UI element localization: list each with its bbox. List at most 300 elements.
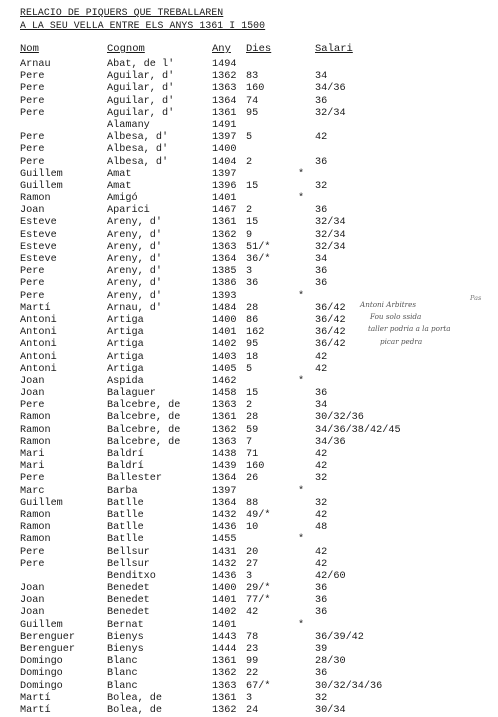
row-cognom: Aguilar, d'	[107, 95, 175, 107]
table-row	[0, 303, 498, 315]
row-cognom: Batlle	[107, 522, 144, 534]
row-cognom: Bienys	[107, 644, 144, 655]
row-any: 1462	[212, 375, 237, 387]
row-any: 1363	[212, 83, 237, 95]
table-row	[0, 607, 498, 619]
table-row	[0, 352, 498, 364]
row-dies: 2	[246, 400, 253, 412]
row-any: 1393	[212, 290, 237, 302]
row-salari: 36	[315, 278, 328, 290]
table-row	[0, 169, 498, 181]
table-row	[0, 364, 498, 376]
row-any: 1364	[212, 473, 237, 485]
row-nom: Berenguer	[20, 631, 76, 643]
row-any: 1396	[212, 180, 237, 192]
row-nom: Esteve	[20, 254, 57, 265]
row-salari: 36/42	[315, 314, 346, 326]
row-cognom: Benedet	[107, 595, 150, 607]
row-salari: 30/32/34/36	[315, 680, 383, 692]
row-nom: Pere	[20, 71, 45, 83]
row-salari: 34	[315, 71, 328, 83]
table-row	[0, 400, 498, 412]
row-any: 1361	[212, 412, 237, 424]
row-cognom: Amat	[107, 168, 132, 180]
row-nom: Pere	[20, 558, 45, 570]
table-row	[0, 181, 498, 193]
row-nom: Guillem	[20, 497, 63, 509]
table-row	[0, 486, 498, 498]
row-dies: 20	[246, 546, 259, 558]
row-dies: 3	[246, 692, 253, 704]
row-nom: Ramon	[20, 522, 51, 534]
row-dies: 15	[246, 217, 259, 229]
row-any: 1401	[212, 595, 237, 607]
row-cognom: Baldrí	[107, 449, 144, 460]
row-nom: Antoni	[20, 339, 57, 351]
row-any: 1400	[212, 583, 237, 595]
table-row	[0, 449, 498, 461]
table-row	[0, 132, 498, 144]
row-salari: 32/34	[315, 107, 346, 119]
row-dies: 162	[246, 327, 265, 339]
table-row	[0, 144, 498, 156]
row-any: 1467	[212, 205, 237, 217]
row-nom: Arnau	[20, 59, 51, 70]
row-nom: Joan	[20, 583, 45, 595]
row-salari: 30/32/36	[315, 412, 364, 424]
row-dies: 29/*	[246, 583, 271, 595]
row-mark: *	[298, 619, 305, 631]
row-any: 1364	[212, 95, 237, 107]
row-any: 1400	[212, 314, 237, 326]
row-nom: Domingo	[20, 668, 63, 680]
row-any: 1361	[212, 692, 237, 704]
row-any: 1363	[212, 680, 237, 692]
table-row	[0, 632, 498, 644]
row-cognom: Alamany	[107, 119, 150, 131]
row-any: 1364	[212, 254, 237, 265]
row-cognom: Ballester	[107, 473, 163, 485]
row-any: 1401	[212, 327, 237, 339]
table-row	[0, 71, 498, 83]
row-cognom: Amigó	[107, 193, 138, 205]
row-any: 1397	[212, 168, 237, 180]
row-salari: 32/34	[315, 241, 346, 253]
row-salari: 36	[315, 205, 328, 217]
row-nom: Antoni	[20, 363, 57, 375]
row-cognom: Abat, de l'	[107, 59, 175, 70]
row-dies: 78	[246, 631, 259, 643]
row-cognom: Areny, d'	[107, 254, 163, 265]
table-row	[0, 595, 498, 607]
row-salari: 28/30	[315, 656, 346, 668]
table-row	[0, 498, 498, 510]
row-nom: Pere	[20, 132, 45, 144]
row-cognom: Balcebre, de	[107, 424, 181, 436]
row-nom: Joan	[20, 205, 45, 217]
row-salari: 34	[315, 400, 328, 412]
table-row	[0, 291, 498, 303]
row-dies: 5	[246, 132, 253, 144]
row-dies: 74	[246, 95, 259, 107]
table-row	[0, 437, 498, 449]
table-row	[0, 656, 498, 668]
row-mark: *	[298, 290, 305, 302]
table-row	[0, 388, 498, 400]
row-cognom: Artiga	[107, 363, 144, 375]
table-row	[0, 644, 498, 656]
row-salari: 42	[315, 461, 328, 473]
row-dies: 18	[246, 351, 259, 363]
header-cognom: Cognom	[107, 43, 145, 55]
row-any: 1363	[212, 400, 237, 412]
row-salari: 42	[315, 351, 328, 363]
row-dies: 23	[246, 644, 259, 655]
row-cognom: Bellsur	[107, 558, 150, 570]
row-nom: Pere	[20, 266, 45, 278]
row-nom: Domingo	[20, 680, 63, 692]
row-salari: 36	[315, 266, 328, 278]
row-salari: 36	[315, 668, 328, 680]
row-nom: Ramon	[20, 412, 51, 424]
row-nom: Guillem	[20, 619, 63, 631]
row-any: 1397	[212, 485, 237, 497]
row-any: 1397	[212, 132, 237, 144]
row-any: 1484	[212, 302, 237, 314]
row-dies: 83	[246, 71, 259, 83]
row-nom: Martí	[20, 704, 51, 716]
row-cognom: Balcebre, de	[107, 412, 181, 424]
row-nom: Joan	[20, 388, 45, 400]
row-nom: Pere	[20, 83, 45, 95]
row-dies: 42	[246, 607, 259, 619]
row-cognom: Artiga	[107, 339, 144, 351]
handwritten-note-line-3: taller podria a la porta	[368, 324, 451, 333]
row-cognom: Areny, d'	[107, 266, 163, 278]
row-nom: Ramon	[20, 509, 51, 521]
table-row	[0, 412, 498, 424]
row-cognom: Balcebre, de	[107, 400, 181, 412]
header-salari: Salari	[315, 43, 353, 55]
row-any: 1403	[212, 351, 237, 363]
row-dies: 27	[246, 558, 259, 570]
row-any: 1431	[212, 546, 237, 558]
row-nom: Pere	[20, 290, 45, 302]
row-dies: 24	[246, 704, 259, 716]
row-dies: 77/*	[246, 595, 271, 607]
row-salari: 32	[315, 692, 328, 704]
row-cognom: Albesa, d'	[107, 156, 169, 168]
row-nom: Pere	[20, 546, 45, 558]
row-salari: 32	[315, 473, 328, 485]
row-cognom: Albesa, d'	[107, 132, 169, 144]
row-cognom: Aguilar, d'	[107, 71, 175, 83]
row-cognom: Baldrí	[107, 461, 144, 473]
row-dies: 22	[246, 668, 259, 680]
row-salari: 36	[315, 388, 328, 400]
row-nom: Pere	[20, 278, 45, 290]
row-dies: 7	[246, 436, 253, 448]
row-cognom: Bellsur	[107, 546, 150, 558]
row-cognom: Balaguer	[107, 388, 156, 400]
header-nom: Nom	[20, 43, 39, 55]
row-cognom: Balcebre, de	[107, 436, 181, 448]
table-row	[0, 59, 498, 71]
table-row	[0, 547, 498, 559]
row-cognom: Artiga	[107, 314, 144, 326]
row-any: 1386	[212, 278, 237, 290]
row-salari: 42	[315, 558, 328, 570]
row-nom: Antoni	[20, 327, 57, 339]
header-any: Any	[212, 43, 231, 55]
row-salari: 32/34	[315, 229, 346, 241]
row-mark: *	[298, 534, 305, 546]
table-row	[0, 278, 498, 290]
handwritten-note-line-2: Fou solo ssida	[370, 312, 422, 321]
row-mark: *	[298, 168, 305, 180]
row-cognom: Bolea, de	[107, 704, 163, 716]
row-any: 1494	[212, 59, 237, 70]
row-any: 1361	[212, 656, 237, 668]
row-nom: Ramon	[20, 424, 51, 436]
row-salari: 32/34	[315, 217, 346, 229]
row-dies: 9	[246, 229, 253, 241]
row-cognom: Batlle	[107, 534, 144, 546]
row-cognom: Artiga	[107, 351, 144, 363]
row-nom: Ramon	[20, 534, 51, 546]
row-salari: 42/60	[315, 570, 346, 582]
row-nom: Domingo	[20, 656, 63, 668]
table-row	[0, 230, 498, 242]
row-dies: 2	[246, 156, 253, 168]
row-salari: 36	[315, 95, 328, 107]
row-cognom: Batlle	[107, 509, 144, 521]
table-row	[0, 266, 498, 278]
row-dies: 71	[246, 449, 259, 460]
row-nom: Ramon	[20, 436, 51, 448]
row-cognom: Blanc	[107, 656, 138, 668]
document-title-line-2: A LA SEU VELLA ENTRE ELS ANYS 1361 I 1500	[20, 20, 266, 31]
row-nom: Esteve	[20, 241, 57, 253]
row-cognom: Artiga	[107, 327, 144, 339]
table-row	[0, 254, 498, 266]
row-dies: 2	[246, 205, 253, 217]
row-salari: 34/36	[315, 436, 346, 448]
row-salari: 34	[315, 254, 328, 265]
row-cognom: Blanc	[107, 668, 138, 680]
table-row	[0, 157, 498, 169]
row-nom: Antoni	[20, 351, 57, 363]
row-any: 1436	[212, 522, 237, 534]
row-mark: *	[298, 375, 305, 387]
row-cognom: Areny, d'	[107, 278, 163, 290]
row-any: 1362	[212, 704, 237, 716]
row-any: 1362	[212, 668, 237, 680]
row-cognom: Areny, d'	[107, 217, 163, 229]
header-dies: Dies	[246, 43, 272, 55]
row-mark: *	[298, 485, 305, 497]
row-nom: Guillem	[20, 180, 63, 192]
row-any: 1405	[212, 363, 237, 375]
row-salari: 34/36	[315, 83, 346, 95]
row-any: 1402	[212, 339, 237, 351]
table-row	[0, 425, 498, 437]
row-dies: 15	[246, 180, 259, 192]
table-row	[0, 376, 498, 388]
row-any: 1439	[212, 461, 237, 473]
row-nom: Mari	[20, 449, 45, 460]
row-nom: Pere	[20, 95, 45, 107]
table-row	[0, 217, 498, 229]
row-dies: 86	[246, 314, 259, 326]
row-cognom: Aparici	[107, 205, 150, 217]
row-dies: 5	[246, 363, 253, 375]
table-row	[0, 339, 498, 351]
row-nom: Martí	[20, 302, 51, 314]
row-nom: Antoni	[20, 314, 57, 326]
table-row	[0, 510, 498, 522]
document-title-line-1: RELACIO DE PIQUERS QUE TREBALLAREN	[20, 7, 224, 18]
row-cognom: Aspida	[107, 375, 144, 387]
row-nom: Pere	[20, 473, 45, 485]
row-salari: 32	[315, 497, 328, 509]
row-salari: 39	[315, 644, 328, 655]
row-nom: Esteve	[20, 229, 57, 241]
row-cognom: Barba	[107, 485, 138, 497]
row-any: 1432	[212, 558, 237, 570]
table-row	[0, 668, 498, 680]
row-cognom: Arnau, d'	[107, 302, 163, 314]
table-row	[0, 571, 498, 583]
table-row	[0, 461, 498, 473]
row-dies: 95	[246, 107, 259, 119]
row-any: 1404	[212, 156, 237, 168]
row-cognom: Bernat	[107, 619, 144, 631]
table-row	[0, 620, 498, 632]
row-dies: 59	[246, 424, 259, 436]
row-any: 1432	[212, 509, 237, 521]
row-cognom: Albesa, d'	[107, 144, 169, 156]
row-nom: Berenguer	[20, 644, 76, 655]
table-row	[0, 705, 498, 717]
row-salari: 36	[315, 156, 328, 168]
row-cognom: Bienys	[107, 631, 144, 643]
row-salari: 36/42	[315, 302, 346, 314]
table-row	[0, 193, 498, 205]
row-cognom: Batlle	[107, 497, 144, 509]
table-row	[0, 83, 498, 95]
row-any: 1362	[212, 424, 237, 436]
row-dies: 160	[246, 83, 265, 95]
row-any: 1438	[212, 449, 237, 460]
row-salari: 36	[315, 595, 328, 607]
row-any: 1362	[212, 71, 237, 83]
handwritten-note-line-1: Antoni Arbitres	[360, 300, 417, 309]
row-mark: *	[298, 193, 305, 205]
row-any: 1455	[212, 534, 237, 546]
row-cognom: Benedet	[107, 607, 150, 619]
row-salari: 42	[315, 363, 328, 375]
row-dies: 15	[246, 388, 259, 400]
row-salari: 36/39/42	[315, 631, 364, 643]
row-cognom: Aguilar, d'	[107, 107, 175, 119]
row-cognom: Benditxo	[107, 570, 156, 582]
table-row	[0, 205, 498, 217]
row-dies: 160	[246, 461, 265, 473]
row-salari: 48	[315, 522, 328, 534]
row-salari: 36	[315, 607, 328, 619]
row-nom: Pere	[20, 156, 45, 168]
row-any: 1401	[212, 619, 237, 631]
row-nom: Guillem	[20, 168, 63, 180]
row-dies: 36	[246, 278, 259, 290]
row-cognom: Benedet	[107, 583, 150, 595]
row-dies: 3	[246, 570, 253, 582]
row-dies: 67/*	[246, 680, 271, 692]
row-dies: 28	[246, 412, 259, 424]
table-row	[0, 120, 498, 132]
row-salari: 42	[315, 546, 328, 558]
row-dies: 88	[246, 497, 259, 509]
row-nom: Joan	[20, 375, 45, 387]
row-nom: Joan	[20, 595, 45, 607]
row-cognom: Areny, d'	[107, 229, 163, 241]
table-row	[0, 534, 498, 546]
table-row	[0, 681, 498, 693]
handwritten-note-line-4: picar pedra	[380, 337, 423, 346]
row-dies: 10	[246, 522, 259, 534]
row-any: 1444	[212, 644, 237, 655]
table-row	[0, 583, 498, 595]
row-dies: 36/*	[246, 254, 271, 265]
table-row	[0, 522, 498, 534]
row-dies: 95	[246, 339, 259, 351]
row-any: 1361	[212, 107, 237, 119]
row-salari: 42	[315, 132, 328, 144]
row-nom: Martí	[20, 692, 51, 704]
row-any: 1436	[212, 570, 237, 582]
row-any: 1362	[212, 229, 237, 241]
row-salari: 36	[315, 583, 328, 595]
row-dies: 3	[246, 266, 253, 278]
row-dies: 26	[246, 473, 259, 485]
row-cognom: Areny, d'	[107, 290, 163, 302]
row-nom: Joan	[20, 607, 45, 619]
row-cognom: Aguilar, d'	[107, 83, 175, 95]
table-row	[0, 473, 498, 485]
table-row	[0, 108, 498, 120]
row-any: 1458	[212, 388, 237, 400]
table-row	[0, 96, 498, 108]
row-any: 1361	[212, 217, 237, 229]
row-nom: Marc	[20, 485, 45, 497]
row-dies: 51/*	[246, 241, 271, 253]
handwritten-margin-note: Pas	[470, 294, 482, 302]
row-nom: Pere	[20, 144, 45, 156]
row-salari: 36/42	[315, 327, 346, 339]
row-nom: Pere	[20, 400, 45, 412]
row-any: 1443	[212, 631, 237, 643]
row-any: 1364	[212, 497, 237, 509]
row-any: 1385	[212, 266, 237, 278]
row-dies: 49/*	[246, 509, 271, 521]
row-any: 1363	[212, 241, 237, 253]
row-salari: 42	[315, 509, 328, 521]
row-any: 1363	[212, 436, 237, 448]
row-salari: 30/34	[315, 704, 346, 716]
row-any: 1491	[212, 119, 237, 131]
row-nom: Mari	[20, 461, 45, 473]
